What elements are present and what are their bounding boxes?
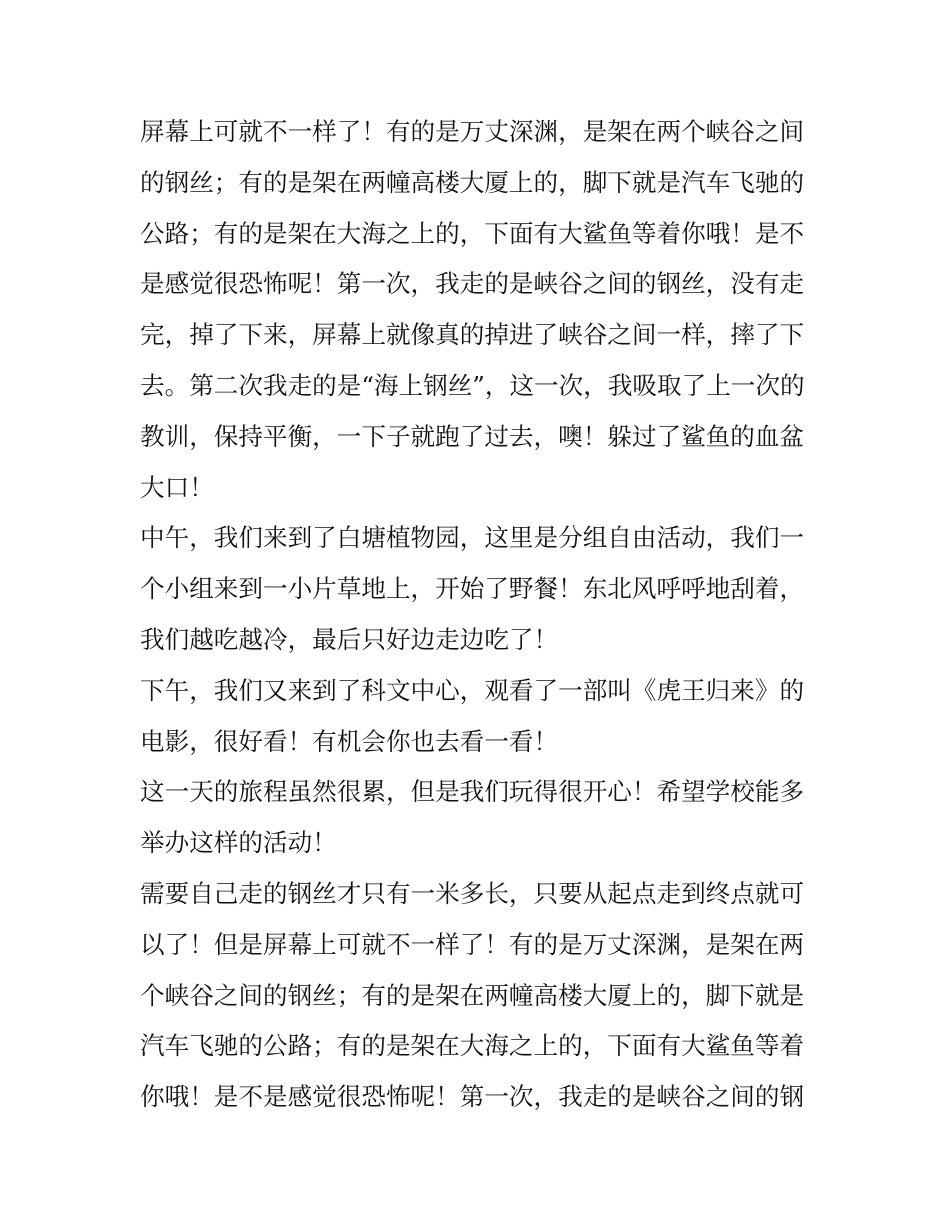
text-line: 公路；有的是架在大海之上的，下面有大鲨鱼等着你哦！是不 bbox=[140, 218, 805, 248]
text-line: 教训，保持平衡，一下子就跑了过去，噢！躲过了鲨鱼的血盆 bbox=[140, 421, 805, 451]
text-line: 大口！ bbox=[140, 472, 214, 502]
text-line: 我们越吃越冷，最后只好边走边吃了！ bbox=[140, 624, 559, 654]
text-line: 完，掉了下来，屏幕上就像真的掉进了峡谷之间一样，摔了下 bbox=[140, 320, 805, 350]
text-line: 这一天的旅程虽然很累，但是我们玩得很开心！希望学校能多 bbox=[140, 777, 805, 807]
text-line: 汽车飞驰的公路；有的是架在大海之上的，下面有大鲨鱼等着 bbox=[140, 1031, 805, 1061]
text-line: 以了！但是屏幕上可就不一样了！有的是万丈深渊，是架在两 bbox=[140, 929, 805, 959]
text-line: 中午，我们来到了白塘植物园，这里是分组自由活动，我们一 bbox=[140, 523, 805, 553]
text-line: 是感觉很恐怖呢！第一次，我走的是峡谷之间的钢丝，没有走 bbox=[140, 269, 805, 299]
text-line: 个小组来到一小片草地上，开始了野餐！东北风呼呼地刮着， bbox=[140, 574, 805, 604]
text-line: 电影，很好看！有机会你也去看一看！ bbox=[140, 726, 559, 756]
text-line: 需要自己走的钢丝才只有一米多长，只要从起点走到终点就可 bbox=[140, 878, 805, 908]
text-line: 屏幕上可就不一样了！有的是万丈深渊，是架在两个峡谷之间 bbox=[140, 117, 805, 146]
text-line: 去。第二次我走的是“海上钢丝”，这一次，我吸取了上一次的 bbox=[140, 370, 805, 400]
text-line: 个峡谷之间的钢丝；有的是架在两幢高楼大厦上的，脚下就是 bbox=[140, 980, 805, 1010]
text-line: 你哦！是不是感觉很恐怖呢！第一次，我走的是峡谷之间的钢 bbox=[140, 1082, 805, 1112]
text-line: 举办这样的活动！ bbox=[140, 828, 337, 858]
text-line: 下午，我们又来到了科文中心，观看了一部叫《虎王归来》的 bbox=[140, 675, 805, 705]
text-line: 的钢丝；有的是架在两幢高楼大厦上的，脚下就是汽车飞驰的 bbox=[140, 167, 805, 197]
document-body bbox=[140, 107, 816, 1123]
